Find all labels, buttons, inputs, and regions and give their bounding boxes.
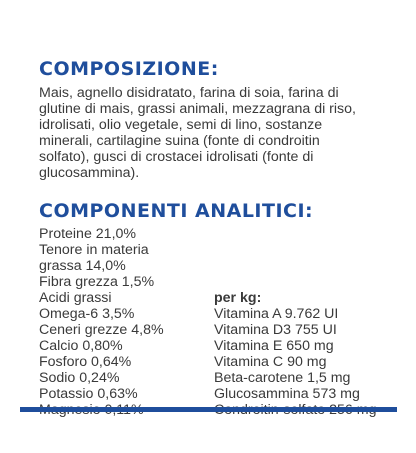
additive-item: Vitamina E 650 mg: [214, 338, 334, 354]
analytic-item: Proteine 21,0%: [39, 226, 137, 242]
additive-item: Beta-carotene 1,5 mg: [214, 370, 351, 386]
composizione-line: glucosammina).: [39, 165, 140, 181]
analytic-components-list: [39, 226, 164, 418]
composizione-line: glutine di mais, grassi animali, mezzagrana di riso,: [39, 101, 356, 117]
analytic-item: Omega-6 3,5%: [39, 306, 135, 322]
analytic-item: Fibra grezza 1,5%: [39, 274, 155, 290]
composizione-line: minerali, cartilagine suina (fonte di condroitin: [39, 133, 320, 149]
analytic-item: Sodio 0,24%: [39, 370, 120, 386]
composizione-line: solfato), gusci di crostacei idrolisati (fonte di: [39, 149, 314, 165]
additive-item: Vitamina D3 755 UI: [214, 322, 337, 338]
composizione-line: Mais, agnello disidratato, farina di soia, farina di: [39, 85, 339, 101]
composizione-line: idrolisati, olio vegetale, semi di lino, sostanze: [39, 117, 323, 133]
analytic-item: Potassio 0,63%: [39, 386, 138, 402]
composizione-text: [39, 85, 379, 181]
additive-item: Glucosammina 573 mg: [214, 386, 360, 402]
analytic-item: grassa 14,0%: [39, 258, 126, 274]
analytic-item: Acidi grassi: [39, 290, 112, 306]
per-kg-list: [214, 290, 376, 418]
bottom-divider: [20, 407, 397, 412]
additive-item: Vitamina A 9.762 UI: [214, 306, 339, 322]
per-kg-label: per kg:: [214, 290, 262, 306]
analytic-item: Ceneri grezze 4,8%: [39, 322, 164, 338]
componenti-heading: COMPONENTI ANALITICI:: [39, 200, 314, 222]
additive-item: Vitamina C 90 mg: [214, 354, 327, 370]
analytic-item: Fosforo 0,64%: [39, 354, 132, 370]
analytic-item: Tenore in materia: [39, 242, 149, 258]
analytic-item: Calcio 0,80%: [39, 338, 123, 354]
composizione-heading: COMPOSIZIONE:: [39, 58, 219, 80]
